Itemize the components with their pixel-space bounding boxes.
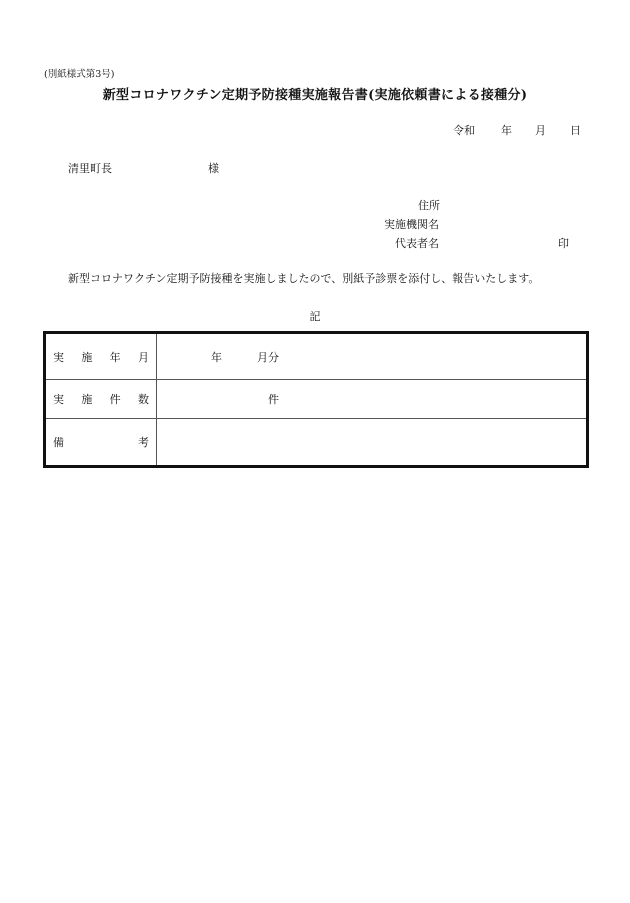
label-char: 実 <box>53 350 64 364</box>
label-char: 件 <box>109 393 121 406</box>
label-cell <box>45 419 157 467</box>
month-unit: 月分 <box>257 350 279 364</box>
label-char: 数 <box>137 393 149 406</box>
date-month: 月 <box>535 124 546 137</box>
table-row <box>45 419 588 467</box>
label-cell <box>45 380 157 419</box>
form-number: (別紙様式第3号) <box>44 69 115 80</box>
report-table <box>43 331 589 468</box>
table-row <box>45 333 588 380</box>
count-unit: 件 <box>268 393 279 406</box>
count-value-cell[interactable] <box>157 380 588 419</box>
period-value-cell[interactable] <box>157 333 588 380</box>
seal-mark: 印 <box>558 237 569 250</box>
label-char: 施 <box>81 350 93 364</box>
label-char: 施 <box>81 393 93 406</box>
year-unit: 年 <box>211 350 222 364</box>
label-char: 備 <box>53 436 64 449</box>
body-text: 新型コロナワクチン定期予防接種を実施しましたので、別紙予診票を添付し、報告いたします。 <box>68 272 540 285</box>
date-era: 令和 <box>453 124 475 137</box>
label-char: 月 <box>137 350 149 364</box>
date-day: 日 <box>570 124 581 137</box>
remarks-value-cell[interactable] <box>157 419 588 467</box>
label-char: 考 <box>138 436 149 449</box>
representative-label: 代表者名 <box>395 237 439 250</box>
table-row <box>45 380 588 419</box>
label-char: 実 <box>53 393 64 406</box>
label-cell <box>45 333 157 380</box>
ki-label: 記 <box>309 310 321 323</box>
address-label: 住所 <box>418 199 440 212</box>
document-title: 新型コロナワクチン定期予防接種実施報告書(実施依頼書による接種分) <box>102 88 528 103</box>
institution-label: 実施機関名 <box>384 218 439 231</box>
date-year: 年 <box>501 124 512 137</box>
addressee-honorific: 様 <box>208 162 219 175</box>
label-char: 年 <box>109 350 121 364</box>
addressee-name: 清里町長 <box>68 162 112 175</box>
